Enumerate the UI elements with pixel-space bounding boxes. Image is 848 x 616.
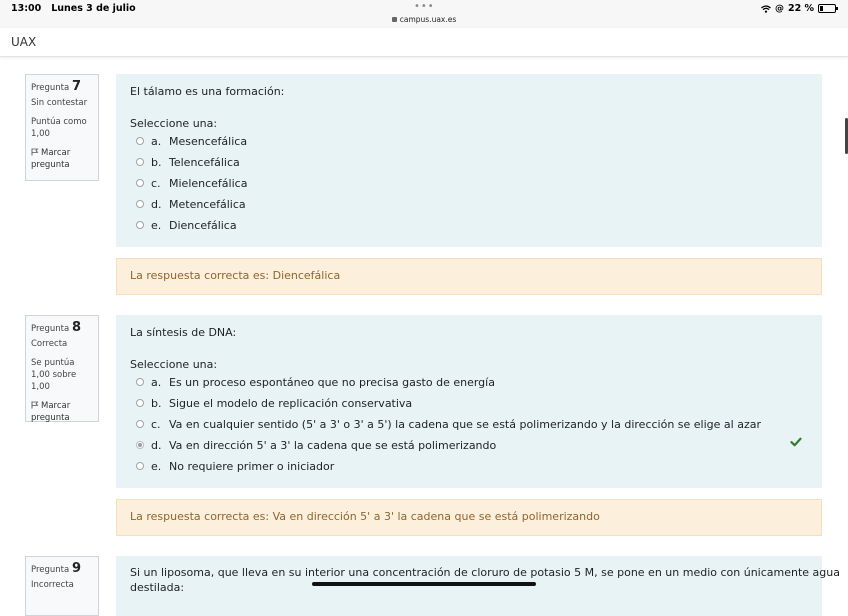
more-dots-icon[interactable]: •••: [414, 1, 435, 12]
answer-option-c[interactable]: c. Mielencefálica: [136, 175, 247, 191]
flag-question-link[interactable]: Marcar pregunta: [31, 401, 71, 423]
question-content-7: [116, 74, 822, 247]
site-header: [0, 28, 848, 57]
answer-option-d[interactable]: d. Va en dirección 5' a 3' la cadena que se está polimerizando: [136, 437, 496, 453]
question-number: Pregunta 8: [31, 320, 81, 335]
address-bar[interactable]: [0, 15, 848, 24]
question-number: Pregunta 7: [31, 79, 81, 94]
radio-button[interactable]: [136, 200, 144, 208]
radio-button[interactable]: [136, 420, 144, 428]
question-content-8: [116, 315, 822, 488]
answer-option-b[interactable]: b. Sigue el modelo de replicación conservativa: [136, 395, 412, 411]
question-text-line-1: Si un liposoma, que lleva en su interior una concentración de cloruro de potasio 5 M, se pone en un medio con únicamente agua: [130, 566, 840, 579]
question-number: Pregunta 9: [31, 561, 81, 576]
radio-button[interactable]: [136, 462, 144, 470]
radio-button[interactable]: [136, 378, 144, 386]
radio-button[interactable]: [136, 137, 144, 145]
orientation-lock-icon: @: [774, 3, 784, 14]
radio-button[interactable]: [136, 179, 144, 187]
site-title[interactable]: UAX: [11, 35, 37, 49]
url-text: campus.uax.es: [399, 15, 457, 24]
flag-icon: [31, 401, 39, 409]
question-text-line-2: destilada:: [130, 581, 185, 594]
radio-button[interactable]: [136, 399, 144, 407]
feedback-box-8: [116, 499, 822, 536]
question-grade: Puntúa como 1,00: [31, 117, 87, 139]
answer-option-d[interactable]: d. Metencefálica: [136, 196, 246, 212]
home-indicator[interactable]: [312, 582, 536, 586]
correct-answer-text: La respuesta correcta es: Diencefálica: [130, 269, 341, 282]
question-text: La síntesis de DNA:: [130, 326, 237, 339]
wifi-icon: [761, 5, 771, 13]
flag-question-link[interactable]: Marcar pregunta: [31, 148, 71, 170]
question-info-7: [25, 74, 99, 181]
answer-option-b[interactable]: b. Telencefálica: [136, 154, 240, 170]
answer-option-e[interactable]: e. No requiere primer o iniciador: [136, 458, 334, 474]
question-info-9: [25, 556, 99, 616]
feedback-box-7: [116, 258, 822, 295]
lock-icon: [392, 17, 397, 22]
radio-button[interactable]: [136, 158, 144, 166]
answer-option-e[interactable]: e. Diencefálica: [136, 217, 237, 233]
radio-button-selected[interactable]: [136, 441, 144, 449]
answer-option-c[interactable]: c. Va en cualquier sentido (5' a 3' o 3' a 5') la cadena que se está polimerizando y la dirección se elige al azar: [136, 416, 761, 432]
radio-button[interactable]: [136, 221, 144, 229]
status-indicators: [761, 3, 836, 14]
flag-icon: [31, 148, 39, 156]
answer-prompt: Seleccione una:: [130, 358, 218, 371]
battery-percent: 22 %: [787, 3, 814, 14]
correct-answer-text: La respuesta correcta es: Va en dirección 5' a 3' la cadena que se está polimerizando: [130, 510, 600, 523]
question-grade: Se puntúa 1,00 sobre 1,00: [31, 358, 77, 392]
status-bar: [0, 0, 848, 28]
battery-icon: [818, 4, 836, 13]
question-state: Sin contestar: [31, 98, 88, 108]
question-state: Incorrecta: [31, 580, 74, 590]
correct-check-icon: [790, 436, 802, 448]
question-text: El tálamo es una formación:: [130, 85, 285, 98]
answer-option-a[interactable]: a. Es un proceso espontáneo que no precisa gasto de energía: [136, 374, 495, 390]
answer-option-a[interactable]: a. Mesencefálica: [136, 133, 247, 149]
answer-prompt: Seleccione una:: [130, 117, 218, 130]
status-time: 13:00 Lunes 3 de julio: [11, 3, 136, 14]
question-state: Correcta: [31, 339, 68, 349]
question-info-8: [25, 315, 99, 422]
question-content-9: [116, 556, 840, 616]
